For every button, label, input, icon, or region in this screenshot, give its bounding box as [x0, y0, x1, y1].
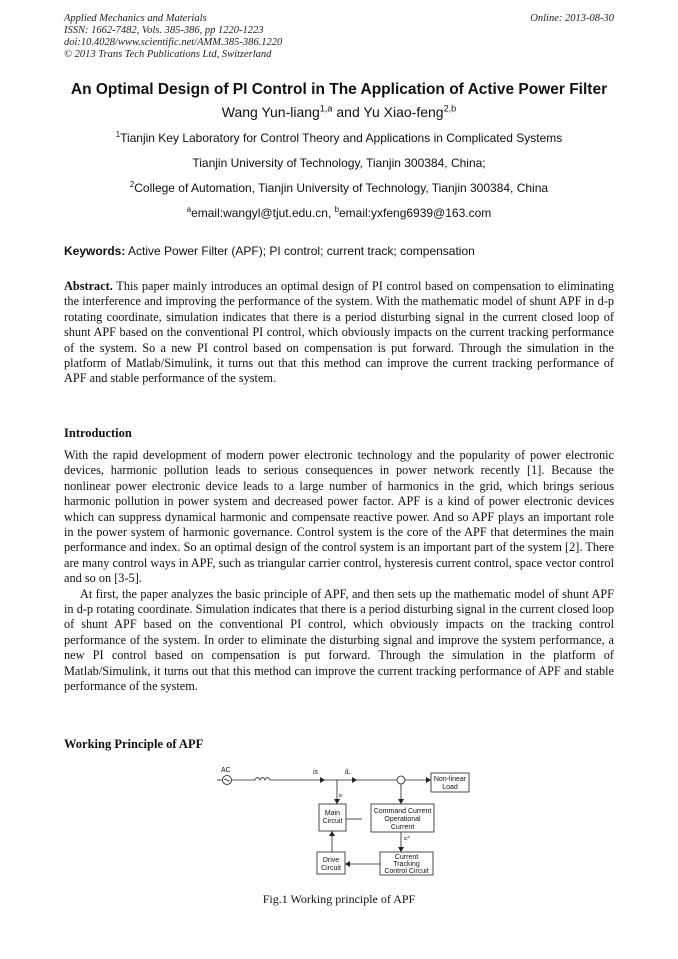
aff2-text: College of Automation, Tianjin University of Technology, Tianjin 300384, China	[134, 181, 549, 195]
current-sensor-icon	[397, 776, 405, 784]
apf-block-diagram	[217, 764, 487, 882]
journal-name: Applied Mechanics and Materials	[64, 13, 207, 24]
abstract-label: Abstract.	[64, 279, 113, 293]
intro-paragraph-2: At first, the paper analyzes the basic principle of APF, and then sets up the mathematic model of shunt APF in d-p rotating coordinate. Simulation indicates that there is a period disturbing signal in the current closed loop of shunt APF based on the conventional PI control, which obviously impacts on the tracking control performance of the system. In order to eliminate the disturbing signal and improve the system performance, a new PI control based on compensation is put forward. Through the simulation in the platform of Matlab/Simulink, it turns out that this method can improve the current tracking performance of APF and stable performance of the system.	[64, 586, 614, 694]
affiliation-1	[0, 131, 678, 145]
cmd-label-3: Current	[390, 824, 415, 831]
main-label-1: Main	[324, 810, 341, 817]
authors	[0, 104, 678, 120]
working-principle-heading: Working Principle of APF	[64, 737, 204, 751]
email-a-sup: a	[186, 205, 192, 214]
copyright: © 2013 Trans Tech Publications Ltd, Switzerland	[64, 49, 272, 60]
drive-label-2: Circuit	[321, 865, 341, 872]
main-label-2: Circuit	[322, 818, 343, 825]
doi: doi:10.4028/www.scientific.net/AMM.385-386.1220	[64, 37, 283, 48]
intro-paragraph-1: With the rapid development of modern power electronic technology and the popularity of power electronic devices, harmonic pollution leads to serious consequences in power network recently [1]. Because the nonlinear power electronic device leads to a large number of harmonics in the grid, which brings serious harmonic pollution in power system and decreased power factor. APF is a kind of power electronic devices which can suppress dynamical harmonic and compensate reactive power. And so APF plays an important role in the power system of harmonic governance. Control system is the core of the APF that determines the main performance and index. So an optimal design of the control system is an important part of the system [2]. There are many control ways in APF, such as triangular carrier control, hysteresis current control, space vector control and so on [3-5].	[64, 448, 614, 586]
cmd-label-2: Operational	[384, 816, 421, 823]
issn: ISSN: 1662-7482, Vols. 385-386, pp 1220-1223	[64, 25, 264, 36]
email-a: email:wangyl@tjut.edu.cn,	[191, 206, 335, 220]
author-2: Yu Xiao-feng	[363, 104, 444, 120]
abstract	[64, 279, 618, 387]
load-label-1: Non-linear	[433, 776, 467, 783]
aff1-line1: Tianjin Key Laboratory for Control Theory and Applications in Complicated Systems	[120, 131, 563, 145]
author-1: Wang Yun-liang	[221, 104, 320, 120]
emails	[0, 206, 678, 220]
affiliation-1-line2: Tianjin University of Technology, Tianjin 300384, China;	[192, 156, 486, 170]
abstract-text: This paper mainly introduces an optimal design of PI control based on compensation to eliminating the interference and improving the performance of the system. With the mathematic model of shunt APF in d-p rotating coordinate, simulation indicates that there is a period disturbing signal in the current closed loop of shunt APF based on the conventional PI control, which obviously impacts on the current tracking performance of the system. So a new PI control based on compensation is put forward. Through the simulation in the platform of Matlab/Simulink, it turns out that this method can improve the current tracking performance of APF and stable performance of the system.	[64, 279, 618, 386]
cmd-label-1: Command Current	[373, 808, 432, 815]
drive-label-1: Drive	[322, 857, 340, 864]
label-ic-star: ic*	[404, 836, 410, 842]
load-label-2: Load	[442, 784, 458, 791]
introduction-body	[64, 448, 614, 695]
author-1-sup: 1,a	[319, 103, 333, 114]
label-il: iL	[345, 769, 351, 776]
author-and: and	[332, 104, 364, 120]
track-label-1: Current	[394, 854, 419, 861]
label-ac: AC	[221, 767, 231, 774]
email-b-sup: b	[334, 205, 339, 214]
email-b: email:yxfeng6939@163.com	[339, 206, 492, 220]
paper-title: An Optimal Design of PI Control in The Application of Active Power Filter	[70, 81, 608, 98]
track-label-2: Tracking	[393, 861, 420, 868]
author-2-sup: 2,b	[443, 103, 457, 114]
keywords-label: Keywords:	[64, 244, 126, 258]
journal-header	[64, 13, 282, 61]
keywords-text: Active Power Filter (APF); PI control; current track; compensation	[125, 244, 475, 258]
label-is: is	[313, 769, 319, 776]
aff2-sup: 2	[129, 180, 135, 189]
inductor-icon	[255, 778, 270, 781]
online-date: Online: 2013-08-30	[530, 13, 614, 24]
figure-caption: Fig.1 Working principle of APF	[262, 892, 416, 906]
label-ic: ic	[339, 793, 343, 799]
aff1-sup: 1	[115, 130, 121, 139]
affiliation-2	[0, 181, 678, 195]
introduction-heading: Introduction	[64, 426, 132, 440]
track-label-3: Control Circuit	[384, 868, 429, 875]
keywords	[64, 244, 616, 258]
